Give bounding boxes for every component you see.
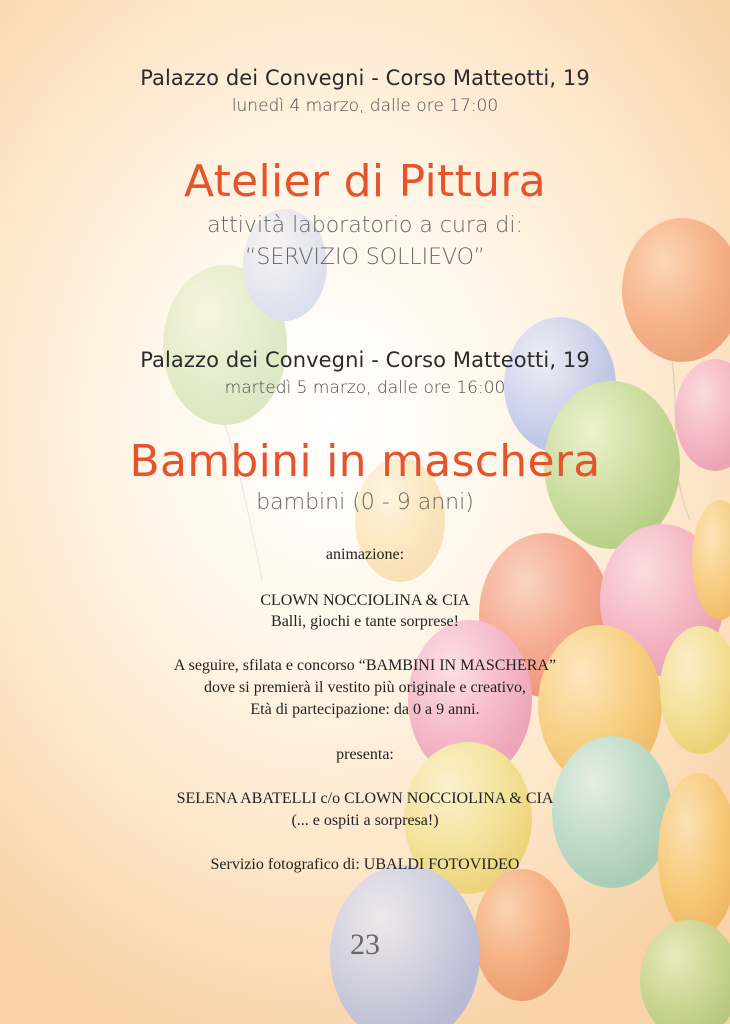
activities-text: Balli, giochi e tante sorprese! bbox=[271, 613, 459, 630]
presenter-name: SELENA ABATELLI c/o CLOWN NOCCIOLINA & CIA bbox=[176, 790, 554, 807]
event2-date: martedì 5 marzo, dalle ore 16:00 bbox=[224, 378, 506, 398]
clown-name: CLOWN NOCCIOLINA & CIA bbox=[260, 592, 470, 609]
balloon-shape bbox=[622, 218, 730, 362]
event2-venue: Palazzo dei Convegni - Corso Matteotti, 19 bbox=[140, 348, 590, 372]
event2-title: Bambini in maschera bbox=[129, 436, 601, 487]
event2-audience: bambini (0 - 9 anni) bbox=[256, 490, 474, 515]
contest-line-2: dove si premierà il vestito più originale e creativo, bbox=[203, 679, 527, 696]
event1-organizer: “SERVIZIO SOLLIEVO” bbox=[245, 245, 485, 270]
presenta-label: presenta: bbox=[336, 746, 394, 763]
animazione-label: animazione: bbox=[325, 546, 405, 563]
event1-title: Atelier di Pittura bbox=[183, 156, 547, 207]
page-number: 23 bbox=[350, 928, 380, 961]
guests-text: (... e ospiti a sorpresa!) bbox=[291, 812, 439, 829]
contest-line-1: A seguire, sfilata e concorso “BAMBINI IN MASCHERA” bbox=[173, 657, 557, 674]
photo-credit: Servizio fotografico di: UBALDI FOTOVIDEO bbox=[210, 856, 520, 873]
event1-subtitle: attività laboratorio a cura di: bbox=[207, 213, 523, 238]
contest-line-3: Età di partecipazione: da 0 a 9 anni. bbox=[250, 701, 480, 718]
event1-date: lunedì 4 marzo, dalle ore 17:00 bbox=[231, 96, 499, 116]
event1-venue: Palazzo dei Convegni - Corso Matteotti, 19 bbox=[140, 66, 590, 90]
